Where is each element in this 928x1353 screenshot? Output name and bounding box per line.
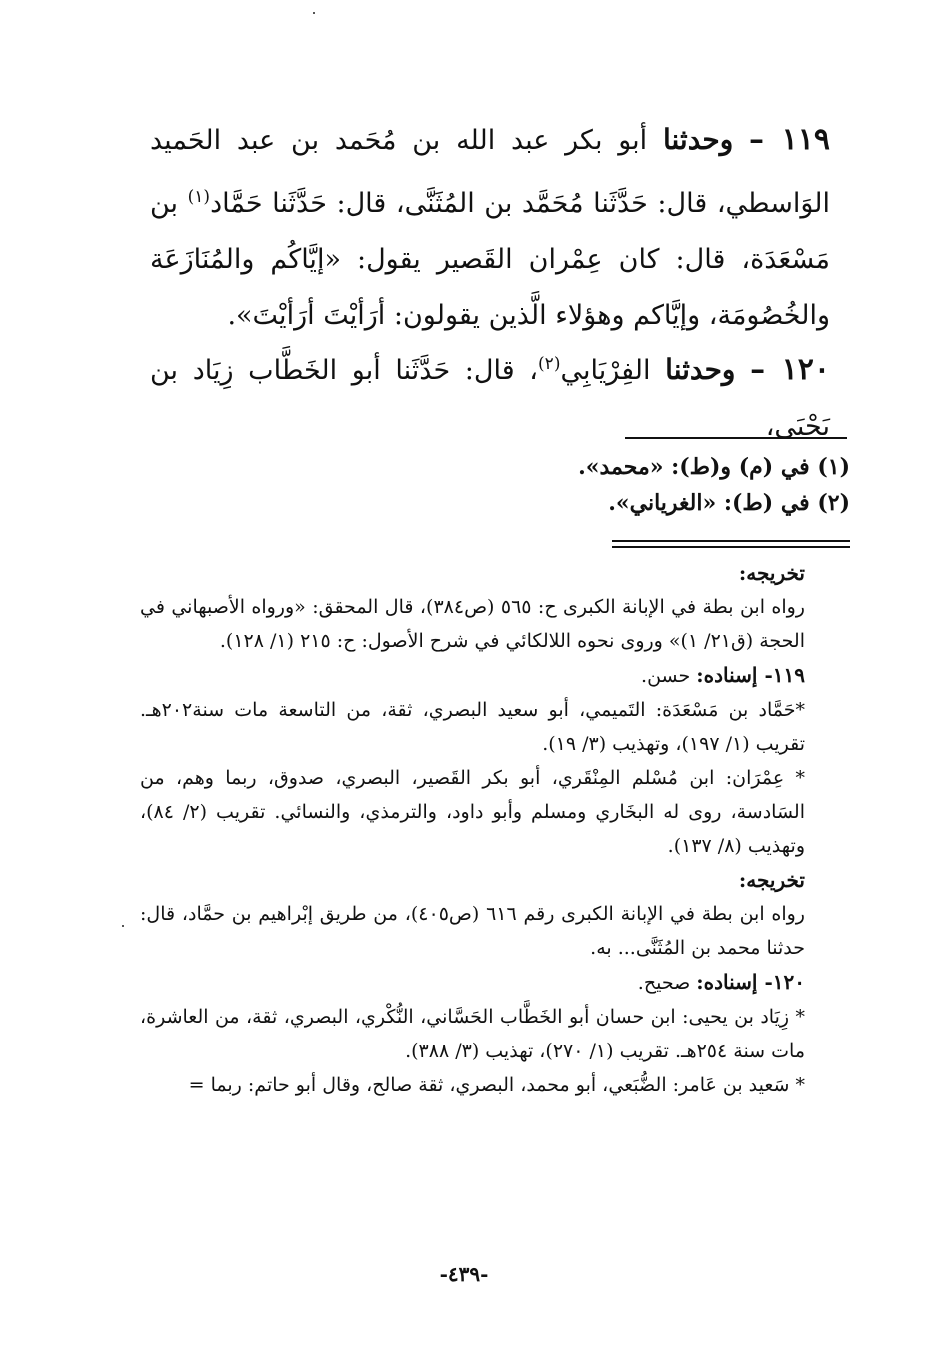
takhrij-heading: تخريجه: bbox=[738, 868, 805, 892]
hadith-text: الفِرْيَابِي bbox=[560, 355, 651, 386]
narrator-entry: * عِمْرَان: ابن مُسْلم المِنْقَري، أبو بكر القَصير، البصري، صدوق، ربما وهم، من السَادسة، روى له البخَاري ومسلم وأبو داود، والترمذي، والنسائي. تقريب (٢/ ٨٤)، وتهذيب (٨/ ١٣٧). bbox=[140, 767, 805, 857]
hadith-119 bbox=[150, 112, 830, 344]
footnote-1: (١) في (م) و(ط): «محمد». bbox=[578, 454, 850, 480]
isnad-line bbox=[140, 658, 805, 693]
hadith-text: بن مَسْعَدَة، قال: كان عِمْران القَصير يقول: «إيَّاكُم والمُنَازَعَة والخُصُومَة، وإيَّاكم وهؤلاء الَّذين يقولون: أرَأيْتَ أرَأيْتَ». bbox=[150, 188, 830, 331]
footnote-2: (٢) في (ط): «الغرياني». bbox=[608, 490, 850, 516]
page-number: -٤٣٩- bbox=[439, 1262, 489, 1286]
footnotes bbox=[560, 449, 850, 521]
isnad-grade: صحيح. bbox=[637, 972, 691, 994]
takhrij-heading: تخريجه: bbox=[738, 561, 805, 585]
double-divider bbox=[612, 540, 850, 548]
hadith-number: ١١٩ – bbox=[749, 122, 830, 157]
footnote-ref: (٢) bbox=[538, 354, 561, 374]
main-text bbox=[150, 112, 830, 344]
footnote-divider bbox=[625, 437, 847, 439]
isnad-heading: ١١٩- إسناده: bbox=[696, 663, 805, 687]
isnad-heading: ١٢٠- إسناده: bbox=[696, 970, 805, 994]
isnad-grade: حسن. bbox=[641, 665, 691, 687]
narrator-entry: *حَمَّاد بن مَسْعَدَة: التَميمي، أبو سعيد البصري، ثقة، من التاسعة مات سنة٢٠٢هـ. تقريب (١/ ١٩٧)، وتهذيب (٣/ ١٩). bbox=[140, 699, 805, 755]
narrator-entry: * زِيَاد بن يحيى: ابن حسان أبو الخَطَّاب الحَسَّاني، النُّكْري، البصري، ثقة، من العاشرة، مات سنة ٢٥٤هـ. تقريب (١/ ٢٧٠)، تهذيب (٣/ ٣٨٨). bbox=[140, 1006, 805, 1062]
hadith-text: أبو بكر عبد الله بن مُحَمد بن عبد الحَميد الوَاسطي، قال: حَدَّثَنا مُحَمَّد بن المُثَنَّى، قال: حَدَّثَنا حَمَّاد bbox=[150, 125, 830, 219]
hadith-number: ١٢٠ – bbox=[750, 352, 830, 387]
haddathana-word: وحدثنا bbox=[662, 123, 734, 156]
footnote-ref: (١) bbox=[187, 187, 211, 207]
haddathana-word: وحدثنا bbox=[665, 353, 736, 386]
scan-speck bbox=[313, 12, 315, 14]
scan-speck bbox=[122, 925, 124, 927]
takhrij-text: رواه ابن بطة في الإبانة الكبرى رقم ٦١٦ (ص٤٠٥)، من طريق إبْراهيم بن حمَّاد، قال: حدثنا محمد بن المُثَنَّى... به. bbox=[140, 903, 805, 959]
hadith-text: ، قال: حَدَّثَنا أبو الخَطَّاب زِيَاد بن يَحْيَى، bbox=[150, 355, 830, 442]
takhrij-text: رواه ابن بطة في الإبانة الكبرى ح: ٥٦٥ (ص٣٨٤)، قال المحقق: «ورواه الأصبهاني في الحجة (ق٢١/ ١)» وروى نحوه اللالكائي في شرح الأصول: ح: ٢١٥ (١/ ١٢٨). bbox=[140, 596, 805, 652]
isnad-line bbox=[140, 965, 805, 1000]
narrator-entry: * سَعيد بن عَامر: الضُّبَعي، أبو محمد، البصري، ثقة صالح، وقال أبو حاتم: ربما = bbox=[188, 1074, 805, 1096]
editor-notes bbox=[140, 556, 805, 1102]
